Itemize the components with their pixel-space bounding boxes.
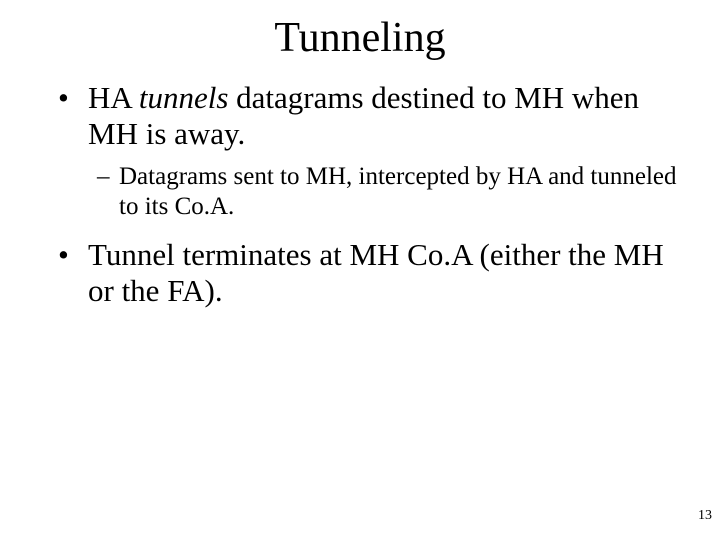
bullet-text-part: HA [88, 80, 139, 115]
bullet-emphasis: tunnels [138, 80, 229, 115]
sub-bullet-item [97, 162, 687, 222]
page-number: 13 [698, 508, 712, 523]
bullet-text: Tunnel terminates at MH Co.A (either the MH or the FA). [88, 237, 664, 308]
bullet-item [58, 80, 678, 152]
slide-title: Tunneling [274, 15, 446, 61]
sub-bullet-text: Datagrams sent to MH, intercepted by HA and tunneled to its Co.A. [119, 163, 677, 220]
bullet-marker: • [58, 237, 69, 272]
bullet-item [58, 237, 678, 309]
bullet-text [88, 80, 678, 152]
bullet-marker: • [58, 80, 69, 115]
bullet-text-part: datagrams destined to MH when MH is away. [88, 80, 640, 151]
sub-bullet-marker: – [97, 163, 110, 190]
